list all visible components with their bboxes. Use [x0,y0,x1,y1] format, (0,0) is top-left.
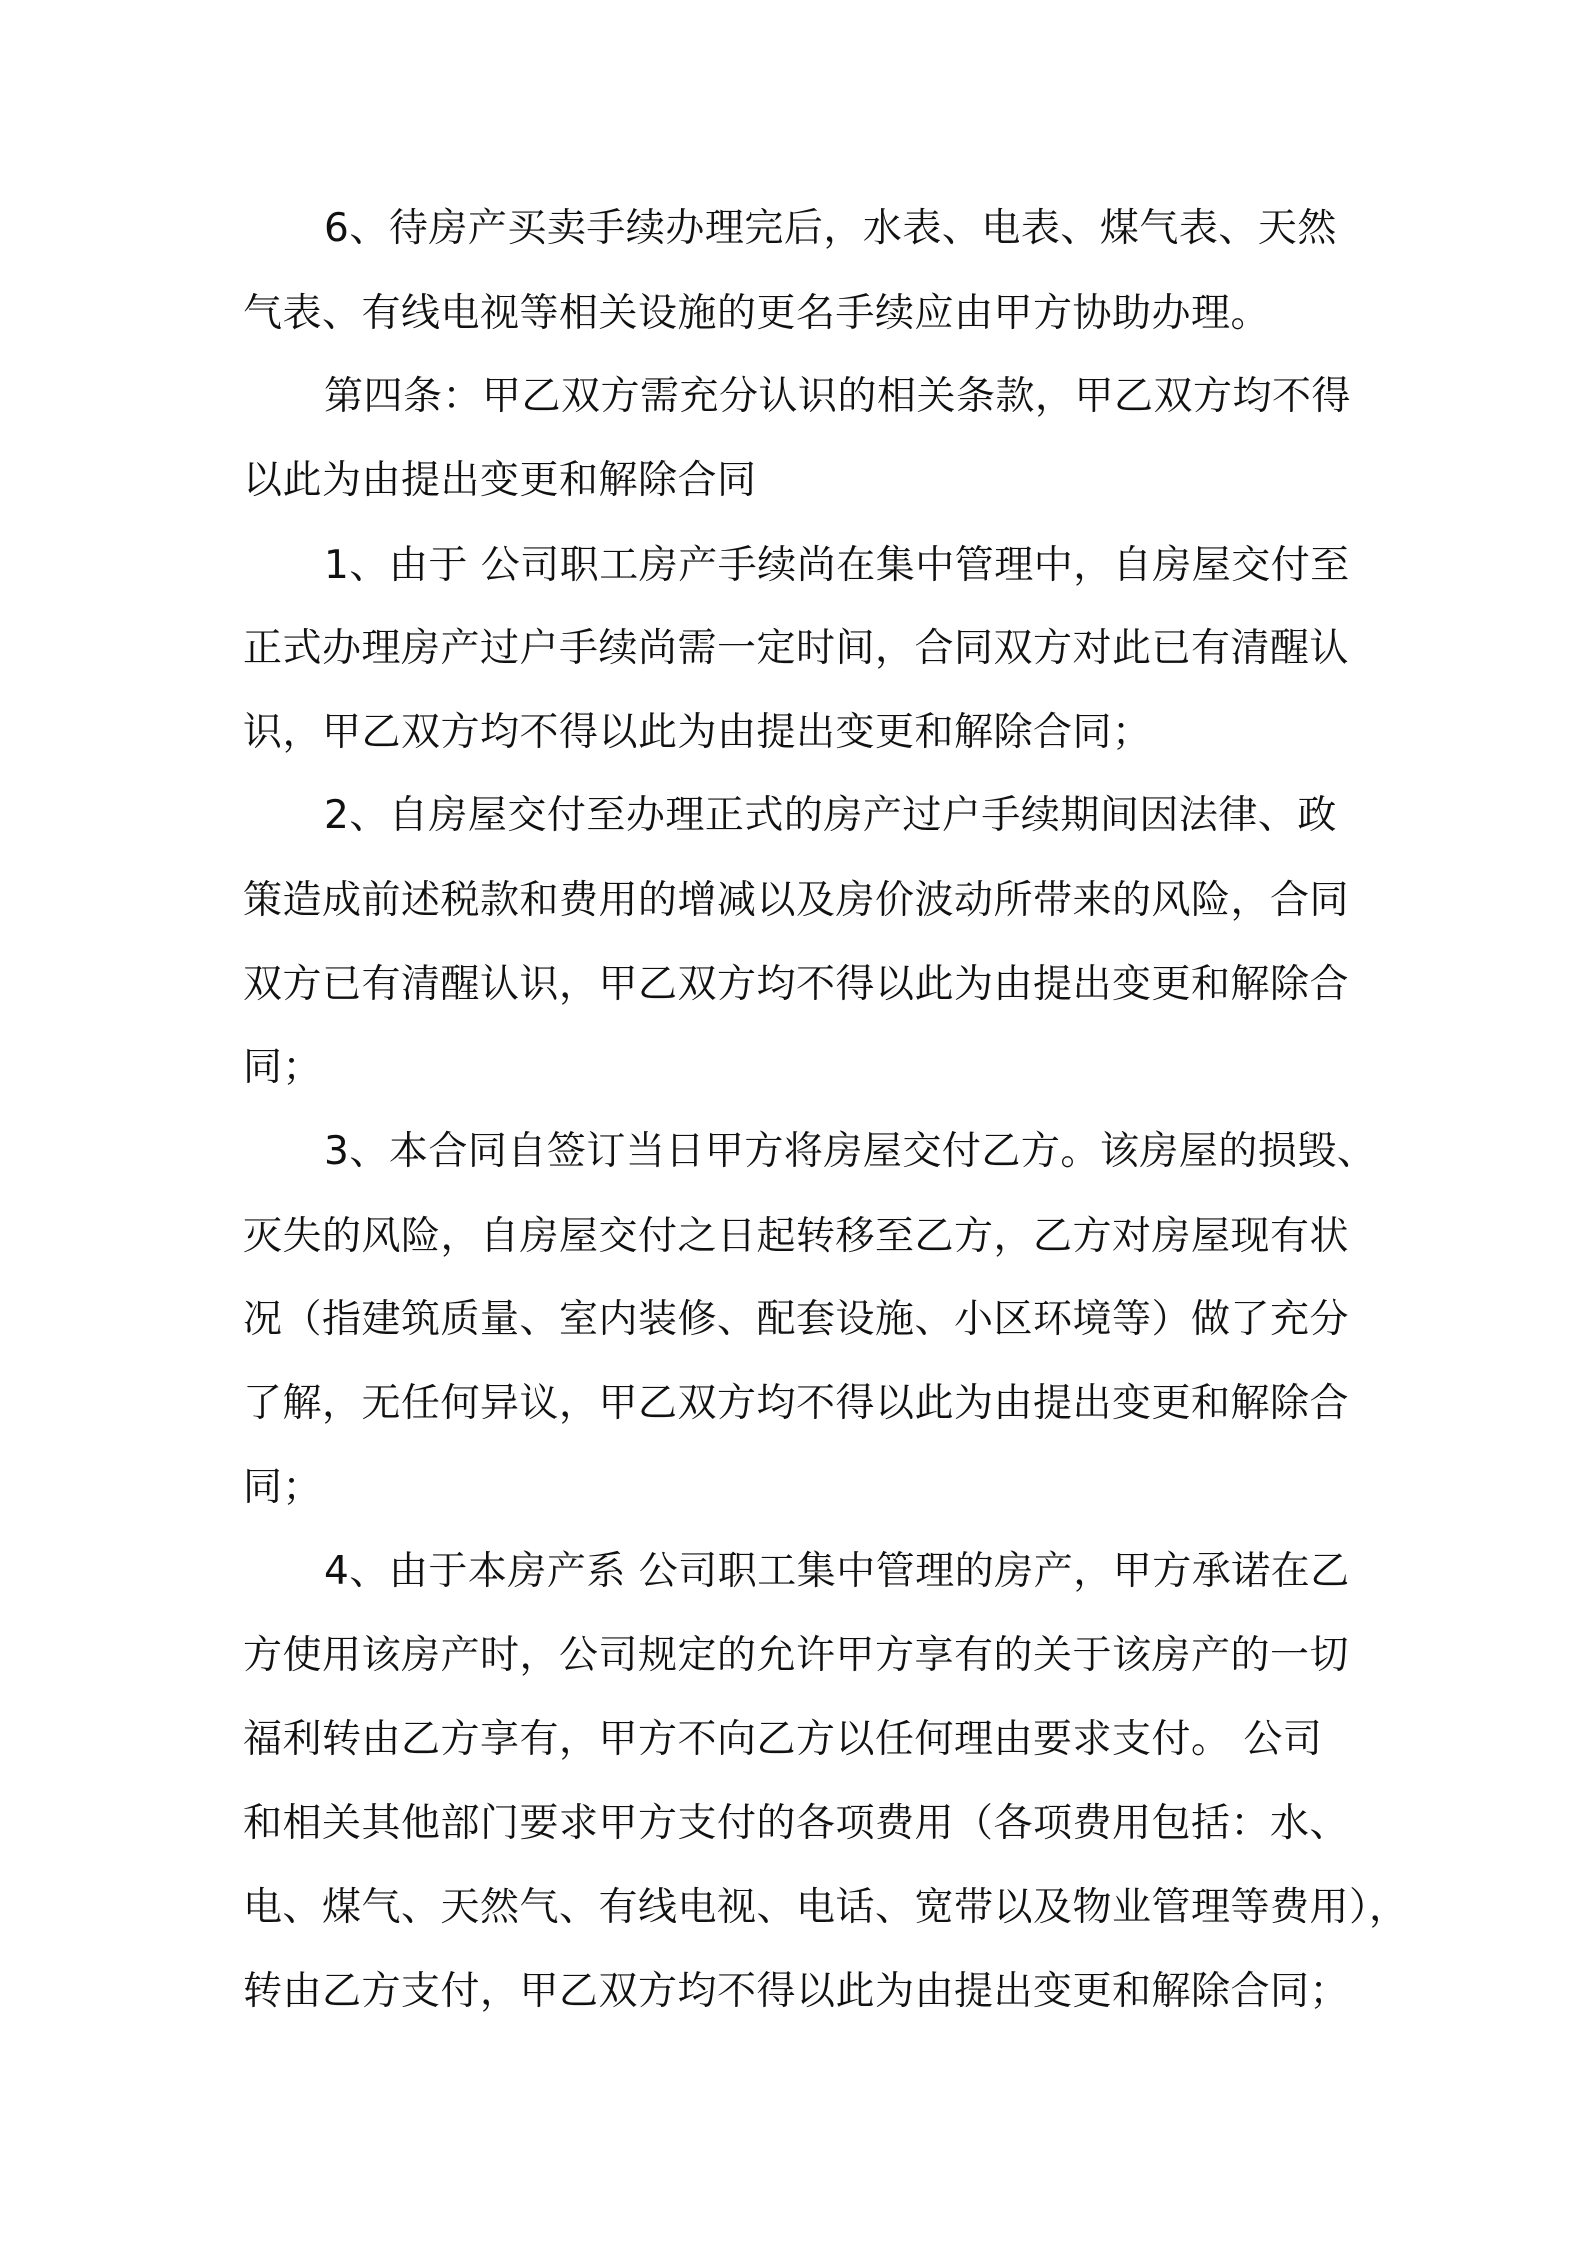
item-4-line-1: 4、由于本房产系 公司职工集中管理的房产，甲方承诺在乙 [324,1549,1350,1594]
article-4-heading-line-1: 第四条：甲乙双方需充分认识的相关条款，甲乙双方均不得 [324,374,1352,419]
item-3-line-1: 3、本合同自签订当日甲方将房屋交付乙方。该房屋的损毁、 [324,1129,1377,1174]
item-3-line-4: 了解，无任何异议，甲乙双方均不得以此为由提出变更和解除合 [243,1381,1350,1426]
item-2-line-4: 同； [243,1045,323,1090]
item-3-line-5: 同； [243,1465,323,1510]
item-4-line-4: 和相关其他部门要求甲方支付的各项费用（各项费用包括：水、 [243,1801,1350,1846]
item-4-line-5: 电、煤气、天然气、有线电视、电话、宽带以及物业管理等费用）， [243,1885,1409,1930]
item-3-line-2: 灭失的风险，自房屋交付之日起转移至乙方，乙方对房屋现有状 [243,1214,1350,1259]
clause-6-line-2: 气表、有线电视等相关设施的更名手续应由甲方协助办理。 [243,291,1271,336]
clause-6-line-1: 6、待房产买卖手续办理完后，水表、电表、煤气表、天然 [324,206,1337,251]
item-2-line-1: 2、自房屋交付至办理正式的房产过户手续期间因法律、政 [324,793,1337,838]
item-4-line-3: 福利转由乙方享有，甲方不向乙方以任何理由要求支付。 公司 [243,1717,1323,1762]
item-1-line-2: 正式办理房产过户手续尚需一定时间，合同双方对此已有清醒认 [243,626,1350,671]
item-4-line-6: 转由乙方支付，甲乙双方均不得以此为由提出变更和解除合同； [243,1969,1350,2014]
item-1-line-1: 1、由于 公司职工房产手续尚在集中管理中，自房屋交付至 [324,543,1350,588]
item-1-line-3: 识，甲乙双方均不得以此为由提出变更和解除合同； [243,710,1152,755]
item-2-line-2: 策造成前述税款和费用的增减以及房价波动所带来的风险，合同 [243,878,1350,923]
item-2-line-3: 双方已有清醒认识，甲乙双方均不得以此为由提出变更和解除合 [243,962,1350,1007]
article-4-heading-line-2: 以此为由提出变更和解除合同 [243,458,757,503]
item-3-line-3: 况（指建筑质量、室内装修、配套设施、小区环境等）做了充分 [243,1297,1350,1342]
item-4-line-2: 方使用该房产时，公司规定的允许甲方享有的关于该房产的一切 [243,1633,1350,1678]
